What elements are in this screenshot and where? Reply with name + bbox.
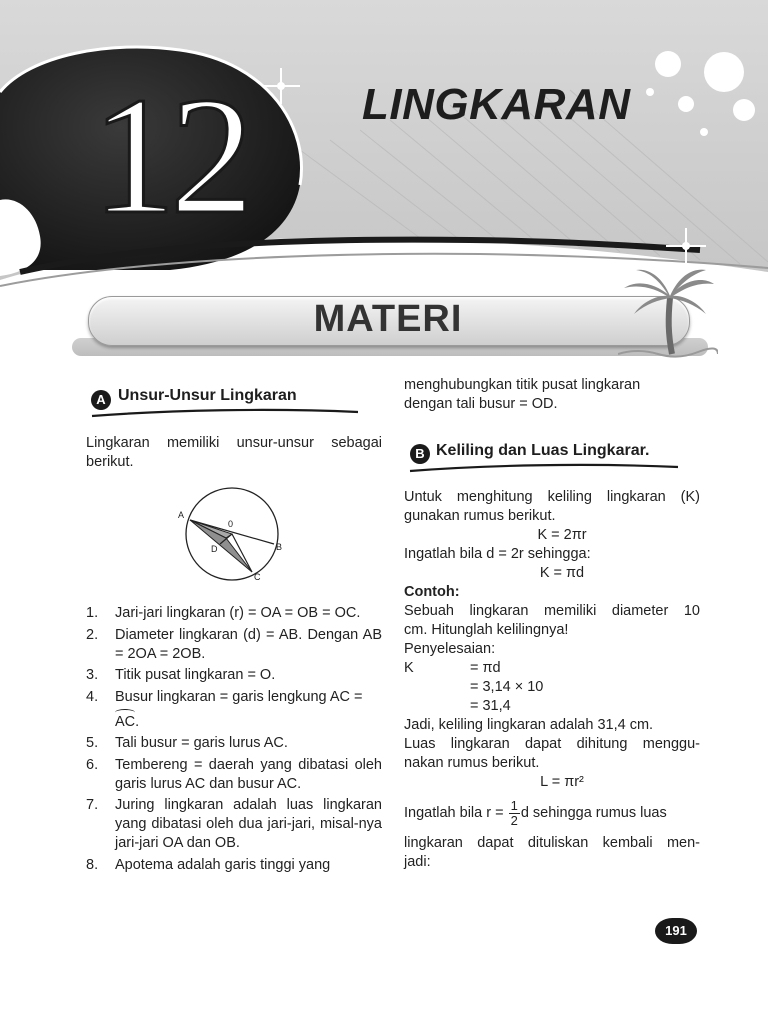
list-number: 1. <box>86 605 99 621</box>
b-line-5: cm. Hitunglah kelilingnya! <box>404 622 569 638</box>
fraction-half <box>509 799 520 828</box>
list-text: Busur lingkaran = garis lengkung AC = <box>115 688 363 705</box>
formula-keliling-d: K = πd <box>539 565 585 581</box>
b-line-3: Ingatlah bila d = 2r sehingga: <box>404 546 591 562</box>
list-text: Juring lingkaran adalah luas lingkaran yang dibatasi oleh dua jari-jari, misal-nya jari-jari OA dan OB. <box>115 797 382 851</box>
arc-suffix: . <box>135 713 140 730</box>
list-item <box>86 626 382 664</box>
list-item <box>86 856 382 875</box>
unsur-list <box>86 604 382 877</box>
list-text: Tali busur = garis lurus AC. <box>115 735 288 751</box>
section-a-title: Unsur-Unsur Lingkaran <box>118 387 297 404</box>
intro-line-1: Lingkaran memiliki unsur-unsur sebagai <box>86 435 382 451</box>
list-number: 7. <box>86 797 99 813</box>
arc-ac-notation <box>115 709 382 732</box>
continued-line-2: dengan tali busur = OD. <box>404 396 558 412</box>
fraction-denominator: 2 <box>510 812 518 828</box>
b-line-11: lingkaran dapat dituliskan kembali men- <box>404 835 700 851</box>
contoh-label: Contoh: <box>404 584 460 600</box>
solution-pid: = πd <box>470 660 501 676</box>
section-b-body <box>404 488 700 872</box>
label-d: D <box>211 544 218 554</box>
arc-symbol: AC <box>115 709 135 732</box>
list-item <box>86 796 382 853</box>
continued-text <box>404 376 700 414</box>
chapter-number: 12 <box>92 63 248 249</box>
section-b-underline <box>408 459 680 473</box>
list-number: 5. <box>86 735 99 751</box>
label-b: B <box>276 542 283 552</box>
b-line-9: nakan rumus berikut. <box>404 755 540 771</box>
list-text: Tembereng = daerah yang dibatasi oleh garis lurus AC dan busur AC. <box>115 756 382 792</box>
palm-tree-illustration <box>618 262 718 358</box>
section-a-badge: A <box>91 390 111 410</box>
label-a: A <box>178 510 185 520</box>
b-line-7: Jadi, keliling lingkaran adalah 31,4 cm. <box>404 717 654 733</box>
section-a-intro <box>86 434 382 472</box>
list-number: 8. <box>86 856 99 873</box>
fraction-numerator: 1 <box>510 797 518 813</box>
label-c: C <box>254 572 261 582</box>
b-line-6: Penyelesaian: <box>404 641 496 657</box>
solution-step-2: = 3,14 × 10 <box>470 679 544 695</box>
list-text: Jari-jari lingkaran (r) = OA = OB = OC. <box>115 605 361 621</box>
b-line-10-post: d sehingga rumus luas <box>520 805 667 821</box>
section-b-badge: B <box>410 444 430 464</box>
list-number: 3. <box>86 667 99 683</box>
continued-line-1: menghubungkan titik pusat lingkaran <box>404 377 641 393</box>
b-line-12: jadi: <box>404 854 431 870</box>
b-line-8: Luas lingkaran dapat dihitung menggu- <box>404 736 700 752</box>
list-number: 4. <box>86 688 99 705</box>
solution-k: K <box>404 660 414 676</box>
banner-title: MATERI <box>313 298 463 340</box>
list-number: 6. <box>86 756 99 773</box>
list-text: Titik pusat lingkaran = O. <box>115 667 276 683</box>
list-item <box>86 604 382 623</box>
b-line-10-pre: Ingatlah bila r = <box>404 805 504 821</box>
list-item <box>86 756 382 794</box>
list-item <box>86 688 382 732</box>
section-b-title: Keliling dan Luas Lingkarar. <box>436 442 650 459</box>
list-item <box>86 666 382 685</box>
list-item <box>86 734 382 753</box>
intro-line-2: berikut. <box>86 454 134 470</box>
section-a-underline <box>90 404 360 418</box>
b-line-1: Untuk menghitung keliling lingkaran (K) <box>404 489 700 505</box>
circle-diagram <box>170 480 300 590</box>
list-text: Diameter lingkaran (d) = AB. Dengan AB = 2OA = 2OB. <box>115 626 382 662</box>
list-text: Apotema adalah garis tinggi yang <box>115 856 331 873</box>
label-o: 0 <box>228 519 234 529</box>
tembereng-region <box>190 520 252 572</box>
formula-luas: L = πr² <box>540 774 584 790</box>
solution-step-1 <box>404 659 700 678</box>
b-line-2: gunakan rumus berikut. <box>404 508 556 524</box>
formula-keliling-r: K = 2πr <box>537 527 587 543</box>
b-line-4: Sebuah lingkaran memiliki diameter 10 <box>404 603 700 619</box>
b-line-10 <box>404 792 700 834</box>
solution-step-3: = 31,4 <box>470 698 511 714</box>
list-number: 2. <box>86 626 99 643</box>
page-number-badge: 191 <box>655 918 697 944</box>
chapter-title: LINGKARAN <box>362 80 631 129</box>
